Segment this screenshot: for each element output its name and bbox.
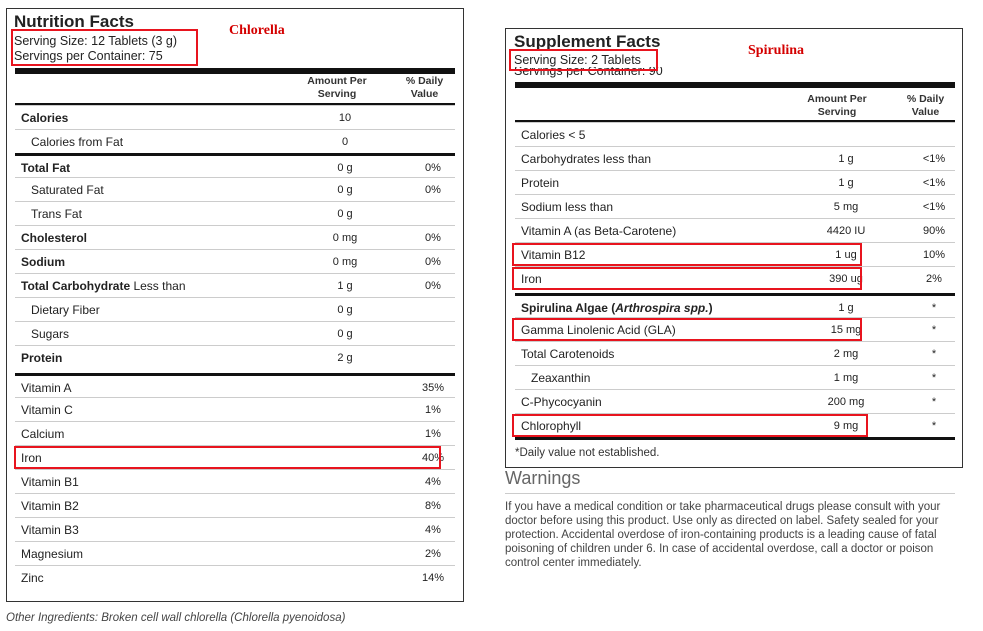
row-daily-value: 14% (421, 572, 445, 584)
row-label (31, 327, 69, 341)
row-label-text: C-Phycocyanin (521, 395, 602, 409)
row-amount: 9 mg (833, 420, 859, 432)
row-label-text: Gamma Linolenic Acid (GLA) (521, 323, 676, 337)
row-daily-value: 40% (421, 452, 445, 464)
row-label-text: Vitamin B3 (21, 523, 79, 537)
row-amount: 1 g (337, 280, 353, 292)
row-label-text: Spirulina Algae ( (521, 301, 616, 315)
nutrition-serving-size: Serving Size: 12 Tablets (3 g) (14, 34, 178, 48)
row-label (521, 152, 651, 166)
dv-column-header: % Daily Value (405, 75, 444, 100)
header-bar (15, 68, 455, 74)
row-label-text: Total Fat (21, 161, 71, 175)
table-row (15, 493, 455, 517)
row-daily-value: <1% (922, 201, 946, 213)
row-label-suffix: ) (708, 301, 713, 315)
nutrition-title: Nutrition Facts (14, 12, 134, 31)
row-daily-value: 2% (926, 273, 942, 285)
row-label-text: Calcium (21, 427, 65, 441)
row-amount: 0 g (337, 304, 353, 316)
row-label (31, 303, 100, 317)
table-row (15, 469, 455, 493)
table-row (515, 365, 955, 389)
row-daily-value: 2% (425, 548, 441, 560)
table-row (15, 177, 455, 201)
table-row (515, 293, 955, 317)
table-row (515, 389, 955, 413)
row-label-text: Total Carotenoids (521, 347, 615, 361)
row-label (521, 301, 713, 315)
row-label-text: Saturated Fat (31, 183, 104, 197)
table-row (15, 373, 455, 397)
row-amount: 0 g (337, 184, 353, 196)
row-label (31, 135, 123, 149)
row-amount: 1 g (838, 177, 854, 189)
highlight-box (512, 267, 862, 290)
table-row (15, 105, 455, 129)
highlight-box (512, 318, 862, 341)
row-label (531, 371, 590, 385)
row-daily-value: * (931, 302, 937, 314)
row-label (521, 347, 614, 361)
table-bottom-bar (515, 437, 955, 440)
row-label-text: Carbohydrates less than (521, 152, 652, 166)
row-label (21, 571, 44, 585)
row-label (21, 523, 79, 537)
table-row (15, 153, 455, 177)
row-daily-value: <1% (922, 153, 946, 165)
table-row (15, 541, 455, 565)
row-daily-value: 1% (425, 404, 441, 416)
row-label-text: Protein (521, 176, 560, 190)
row-daily-value: 10% (922, 249, 946, 261)
table-row (515, 146, 955, 170)
row-label-text: Calories from Fat (31, 135, 124, 149)
row-label (521, 395, 602, 409)
table-row (15, 201, 455, 225)
row-amount: 390 ug (829, 273, 863, 285)
table-row (515, 218, 955, 242)
row-daily-value: <1% (922, 177, 946, 189)
row-label-text: Chlorophyll (521, 419, 582, 433)
row-amount: 200 mg (827, 396, 865, 408)
row-amount: 2 g (337, 352, 353, 364)
supplement-facts-panel (505, 28, 963, 468)
serving-highlight-box (11, 29, 198, 66)
row-label (521, 176, 559, 190)
table-row (15, 297, 455, 321)
row-daily-value: 4% (425, 524, 441, 536)
row-daily-value: * (931, 348, 937, 360)
row-daily-value: 4% (425, 476, 441, 488)
row-daily-value: 0% (425, 280, 441, 292)
row-label-text: Sodium less than (521, 200, 614, 214)
row-label (21, 475, 79, 489)
row-label (21, 231, 87, 245)
row-label-text: Vitamin C (21, 403, 73, 417)
row-label (521, 200, 613, 214)
table-row (15, 321, 455, 345)
row-label (21, 255, 65, 269)
table-row (15, 565, 455, 589)
row-daily-value: * (931, 372, 937, 384)
chlorella-label: Chlorella (229, 23, 285, 38)
supplement-servings-per-container: Servings per Container: 90 (514, 67, 663, 78)
row-label-text: Iron (21, 451, 42, 465)
row-daily-value: * (931, 396, 937, 408)
row-daily-value: 0% (425, 184, 441, 196)
row-label (21, 279, 186, 293)
row-daily-value: 35% (421, 382, 445, 394)
row-daily-value: 0% (425, 256, 441, 268)
daily-value-footnote: *Daily value not established. (515, 447, 660, 459)
table-row (15, 345, 455, 369)
row-label-text: Vitamin A (as Beta-Carotene) (521, 224, 677, 238)
header-bar (515, 82, 955, 88)
row-label (21, 547, 83, 561)
warnings-heading: Warnings (505, 468, 581, 488)
row-daily-value: 0% (425, 232, 441, 244)
row-label-text: Zeaxanthin (531, 371, 591, 385)
other-ingredients: Other Ingredients: Broken cell wall chlorella (Chlorella pyenoidosa) (6, 612, 346, 624)
row-label (31, 183, 104, 197)
row-label-text: Vitamin B1 (21, 475, 79, 489)
row-amount: 15 mg (830, 324, 862, 336)
warnings-text: If you have a medical condition or take pharmaceutical drugs please consult with your doctor before using this product. Use only as directed on label. Safety sealed for your protection. Accidental overdose of iron-containing products is a leading cause of fatal poisoning of children under 6. In case of accidental overdose, call a doctor or poison control center immediately. (505, 501, 941, 569)
row-label (21, 403, 73, 417)
row-label (521, 224, 676, 238)
row-amount: 0 (341, 136, 349, 148)
highlight-box (512, 414, 868, 437)
row-label (31, 207, 82, 221)
table-row (15, 397, 455, 421)
row-label (21, 351, 62, 365)
row-daily-value: 1% (425, 428, 441, 440)
row-label (21, 427, 64, 441)
row-amount: 1 mg (833, 372, 859, 384)
amount-column-header: Amount Per Serving (307, 75, 367, 100)
row-label-text: Dietary Fiber (31, 303, 100, 317)
row-label-text: Vitamin B2 (21, 499, 79, 513)
row-label-text: Sugars (31, 327, 70, 341)
dv-column-header: % Daily Value (906, 93, 945, 118)
row-label-text: Zinc (21, 571, 44, 585)
row-daily-value: 8% (425, 500, 441, 512)
row-label-text: Vitamin B12 (521, 248, 586, 262)
row-daily-value: 90% (922, 225, 946, 237)
row-amount: 2 mg (833, 348, 859, 360)
table-row (15, 129, 455, 153)
nutrition-facts-panel (6, 8, 464, 602)
row-daily-value: * (931, 420, 937, 432)
row-label-suffix: Less than (130, 279, 186, 293)
row-label-text: Iron (521, 272, 542, 286)
row-label-text: Magnesium (21, 547, 84, 561)
row-amount: 10 (338, 112, 352, 124)
row-label (21, 111, 68, 125)
table-row (515, 122, 955, 146)
row-daily-value: 0% (425, 162, 441, 174)
row-label-text: Cholesterol (21, 231, 88, 245)
row-label-text: Total Carbohydrate (21, 279, 131, 293)
row-label (21, 161, 70, 175)
nutrition-servings-per-container: Servings per Container: 75 (14, 49, 163, 63)
row-label-italic: Arthrospira spp. (615, 301, 709, 315)
row-label-text: Calories (21, 111, 69, 125)
row-amount: 4420 IU (826, 225, 866, 237)
row-label (21, 381, 71, 395)
table-row (15, 517, 455, 541)
row-label (21, 499, 79, 513)
row-label-text: Calories < 5 (521, 128, 586, 142)
row-amount: 0 mg (332, 256, 358, 268)
row-amount: 5 mg (833, 201, 859, 213)
row-amount: 0 g (337, 328, 353, 340)
spirulina-label: Spirulina (748, 43, 805, 58)
table-row (515, 341, 955, 365)
supplement-title: Supplement Facts (514, 32, 661, 51)
serving-highlight-box (509, 49, 658, 71)
row-label-text: Trans Fat (31, 207, 82, 221)
row-amount: 0 g (337, 208, 353, 220)
row-label-text: Sodium (21, 255, 65, 269)
table-row (15, 249, 455, 273)
amount-column-header: Amount Per Serving (807, 93, 867, 118)
warnings-divider (505, 493, 955, 494)
table-row (515, 170, 955, 194)
row-daily-value: * (931, 324, 937, 336)
highlight-box (512, 243, 862, 266)
table-row (515, 194, 955, 218)
row-amount: 0 g (337, 162, 353, 174)
row-label-text: Protein (21, 351, 63, 365)
row-amount: 1 g (838, 153, 854, 165)
row-amount: 1 g (838, 302, 854, 314)
highlight-box (14, 446, 441, 469)
table-row (15, 273, 455, 297)
supplement-serving-size: Serving Size: 2 Tablets (514, 53, 641, 67)
table-row (15, 225, 455, 249)
row-amount: 0 mg (332, 232, 358, 244)
table-row (15, 421, 455, 445)
row-amount: 1 ug (835, 249, 857, 261)
row-label (521, 128, 585, 142)
row-label-text: Vitamin A (21, 381, 72, 395)
